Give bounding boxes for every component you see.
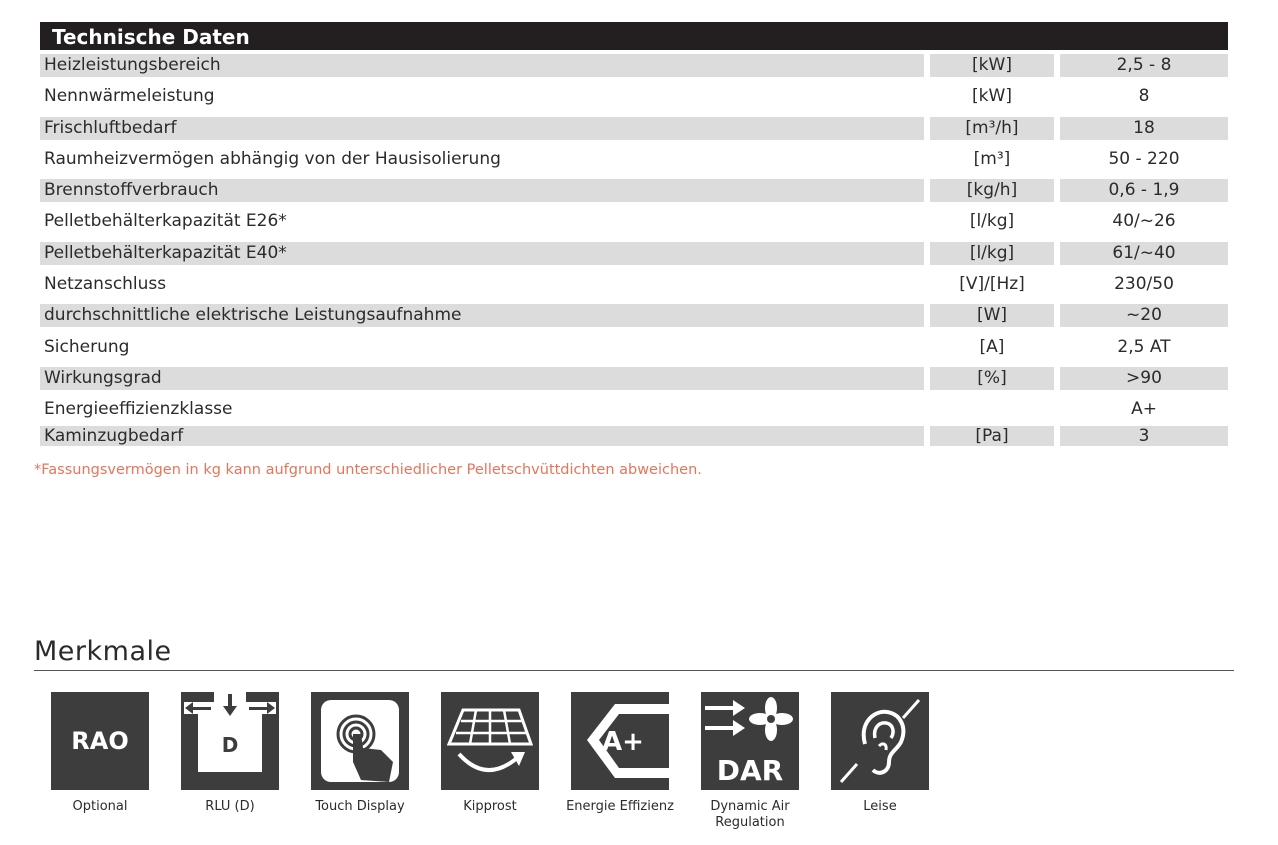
kipprost-graphic <box>441 692 539 790</box>
rlu-tile-text: D <box>221 733 239 757</box>
feature-rao <box>35 692 165 815</box>
feature-dar <box>685 692 815 831</box>
feature-caption: Kipprost <box>463 799 517 814</box>
row-label: Pelletbehälterkapazität E26* <box>44 211 287 232</box>
row-label: Raumheizvermögen abhängig von der Hausisolierung <box>44 148 501 169</box>
feature-caption: Dynamic Air Regulation <box>710 799 790 830</box>
row-unit: [V]/[Hz] <box>959 274 1025 295</box>
energy-tile-text: A+ <box>602 727 644 757</box>
features-title: Merkmale <box>34 636 172 667</box>
row-label: Energieeffizienzklasse <box>44 399 233 420</box>
row-unit: [%] <box>930 367 1054 390</box>
table-row <box>40 206 1228 237</box>
feature-leise <box>815 692 945 815</box>
touch-display-icon <box>311 692 409 790</box>
row-unit: [l/kg] <box>969 211 1015 232</box>
table-row <box>40 113 1228 144</box>
table-title: Technische Daten <box>40 22 1228 50</box>
rlu-icon <box>181 692 279 790</box>
rao-tile-text: RAO <box>71 727 129 755</box>
features-divider <box>34 670 1234 671</box>
row-value: 61/~40 <box>1060 242 1228 265</box>
dar-icon <box>701 692 799 790</box>
energy-efficiency-icon <box>571 692 669 790</box>
dar-graphic <box>701 692 799 790</box>
row-label: Sicherung <box>44 336 130 357</box>
row-label: Pelletbehälterkapazität E40* <box>40 242 924 265</box>
row-label: Heizleistungsbereich <box>40 54 924 77</box>
row-value: 18 <box>1060 117 1228 140</box>
row-label: Brennstoffverbrauch <box>40 179 924 202</box>
row-value: ~20 <box>1060 304 1228 327</box>
row-unit: [kW] <box>930 54 1054 77</box>
table-row <box>40 394 1228 425</box>
row-value: 0,6 - 1,9 <box>1060 179 1228 202</box>
row-value: 230/50 <box>1114 274 1174 295</box>
row-unit: [m³] <box>973 148 1011 169</box>
row-value: A+ <box>1131 399 1157 420</box>
feature-kipprost <box>425 692 555 815</box>
feature-caption: Energie Effizienz <box>566 799 674 814</box>
table-row <box>40 50 1228 81</box>
kipprost-icon <box>441 692 539 790</box>
rlu-icon-graphic <box>181 692 279 790</box>
row-value: 8 <box>1138 86 1150 107</box>
row-unit: [kW] <box>972 86 1012 107</box>
row-label: Netzanschluss <box>44 274 167 295</box>
row-value: 40/~26 <box>1112 211 1176 232</box>
row-unit <box>930 398 1054 421</box>
feature-caption: Touch Display <box>315 799 405 814</box>
row-unit: [Pa] <box>930 426 1054 446</box>
table-row <box>40 144 1228 175</box>
row-unit: [kg/h] <box>930 179 1054 202</box>
row-value: 50 - 220 <box>1108 148 1180 169</box>
energy-efficiency-graphic <box>571 692 669 790</box>
technical-data-table <box>40 22 1228 448</box>
row-label: Nennwärmeleistung <box>44 86 215 107</box>
row-label: Kaminzugbedarf <box>40 426 924 446</box>
table-row <box>40 426 1228 448</box>
feature-caption: Optional <box>72 799 128 814</box>
feature-rlu <box>165 692 295 815</box>
row-value: 3 <box>1060 426 1228 446</box>
feature-energy-efficiency <box>555 692 685 815</box>
row-value: >90 <box>1060 367 1228 390</box>
row-unit: [m³/h] <box>930 117 1054 140</box>
table-row <box>40 238 1228 269</box>
row-label: durchschnittliche elektrische Leistungsaufnahme <box>40 304 924 327</box>
row-value: 2,5 - 8 <box>1060 54 1228 77</box>
row-label: Wirkungsgrad <box>40 367 924 390</box>
row-unit: [W] <box>930 304 1054 327</box>
quiet-ear-icon <box>831 692 929 790</box>
feature-caption: Leise <box>863 799 897 814</box>
table-row <box>40 269 1228 300</box>
quiet-ear-graphic <box>831 692 929 790</box>
row-value: 2,5 AT <box>1117 336 1171 357</box>
dar-tile-text: DAR <box>716 754 784 787</box>
row-unit: [A] <box>979 336 1005 357</box>
rao-icon <box>51 692 149 790</box>
table-row <box>40 175 1228 206</box>
feature-touch-display <box>295 692 425 815</box>
table-row <box>40 81 1228 112</box>
table-row <box>40 363 1228 394</box>
row-unit: [l/kg] <box>930 242 1054 265</box>
table-row <box>40 332 1228 363</box>
row-label: Frischluftbedarf <box>40 117 924 140</box>
footnote: *Fassungsvermögen in kg kann aufgrund unterschiedlicher Pelletschvüttdichten abweichen. <box>34 462 702 478</box>
table-row <box>40 300 1228 331</box>
feature-caption: RLU (D) <box>205 799 255 814</box>
touch-display-graphic <box>311 692 409 790</box>
